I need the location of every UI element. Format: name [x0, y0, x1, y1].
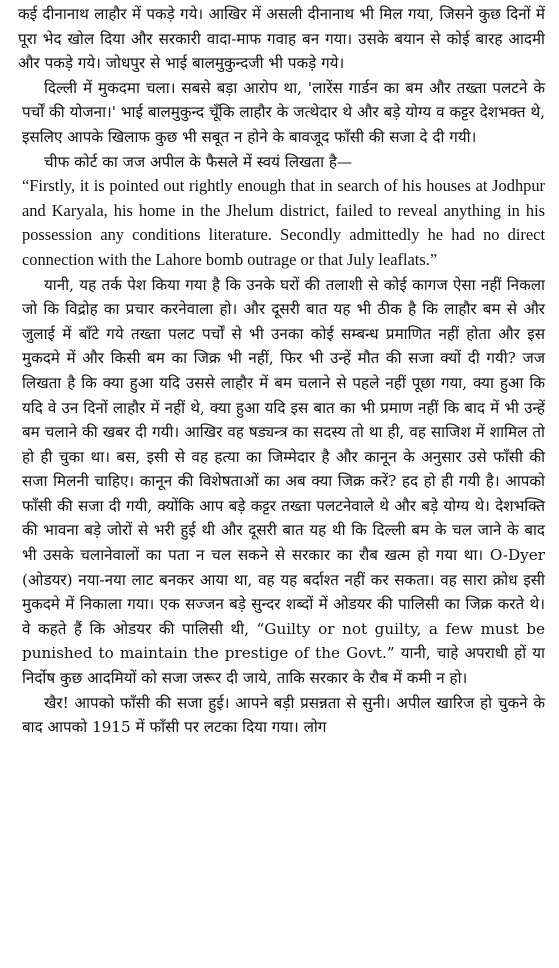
english-quote: “Firstly, it is pointed out rightly enough that in search of his houses at Jodhpur and Karyala, his home in the Jhelum district, failed to reveal anything in his possession any conditions literature. Secondly admittedly he had no direct connection with the Lahore bomb outrage or that July leaflats.” — [22, 176, 545, 269]
paragraph-3: चीफ कोर्ट का जज अपील के फैसले में स्वयं लिखता है— — [44, 152, 353, 171]
paragraph-1: कई दीनानाथ लाहौर में पकड़े गये। आखिर में असली दीनानाथ भी मिल गया, जिसने कुछ दिनों में पूरा भेद खोल दिया और सरकारी वादा-माफ गवाह बन गया। उसके बयान से कोई बारह आदमी और पकड़े गये। जोधपुर से भाई बालमुकुन्दजी भी पकड़े गये। — [18, 5, 545, 73]
paragraph-2: दिल्ली में मुकदमा चला। सबसे बड़ा आरोप था, 'लारेंस गार्डन का बम और तख्ता पलटने के पर्चों की योजना।' भाई बालमुकुन्द चूँकि लाहौर के जत्थेदार थे और बड़े योग्य व कट्टर देशभक्त थे, इसलिए आपके खिलाफ कुछ भी सबूत न होने के बावजूद फाँसी की सजा दे दी गयी। — [22, 78, 545, 146]
paragraph-4: यानी, यह तर्क पेश किया गया है कि उनके घरों की तलाशी से कोई कागज ऐसा नहीं निकला जो कि विद्रोह का प्रचार करनेवाला हो। और दूसरी बात यह भी ठीक है कि लाहौर बम से और जुलाई में बाँटे गये तख्ता पलट पर्चों से भी उनका कोई सम्बन्ध प्रमाणित नहीं होता और इस मुकदमे में और किसी बम का जिक्र भी नहीं, फिर भी उन्हें मौत की सजा क्यों दी गयी? जज लिखता है कि क्या हुआ यदि उससे लाहौर में बम चलाने से पहले नहीं पूछा गया, क्या हुआ कि यदि वे उन दिनों लाहौर में नहीं थे, क्या हुआ यदि इस बात का भी प्रमाण नहीं कि बाद में भी उन्हें बम चलाने की खबर दी गयी। आखिर वह षड्यन्त्र का सदस्य तो था ही, वह साजिश में शामिल तो हो ही चुका था। बस, इसी से वह हत्या का जिम्मेदार है और कानून के अनुसार उसे फाँसी की सजा मिलनी चाहिए। कानून की विशेषताओं का अब क्या जिक्र करें? हद हो ही गयी है। आपको फाँसी की सजा दी गयी, क्योंकि आप बड़े कट्टर तख्ता पलटनेवाले थे और बड़े योग्य थे। देशभक्ति की भावना बड़े जोरों से भरी हुई थी और दूसरी बात यह थी कि दिल्ली बम के चल जाने के बाद भी उसके चलानेवालों का पता न चल सकने से सरकार का रौब खत्म हो गया था। O-Dyer (ओडयर) नया-नया लाट बनकर आया था, वह यह बर्दाश्त नहीं कर सकता। वह सारा क्रोध इसी मुकदमे में निकाला गया। एक सज्जन बड़े सुन्दर शब्दों में ओडयर की पालिसी का जिक्र करते थे। वे कहते हैं कि ओडयर की पालिसी थी, “Guilty or not guilty, a few must be punished to maintain the prestige of the Govt.” यानी, चाहे अपराधी हों या निर्दोष कुछ आदमियों को सजा जरूर दी जाये, ताकि सरकार के रौब में कमी न हो। — [22, 275, 545, 688]
paragraph-5: खैर! आपको फाँसी की सजा हुई। आपने बड़ी प्रसन्नता से सुनी। अपील खारिज हो चुकने के बाद आपको 1915 में फाँसी पर लटका दिया गया। लोग — [22, 693, 545, 737]
